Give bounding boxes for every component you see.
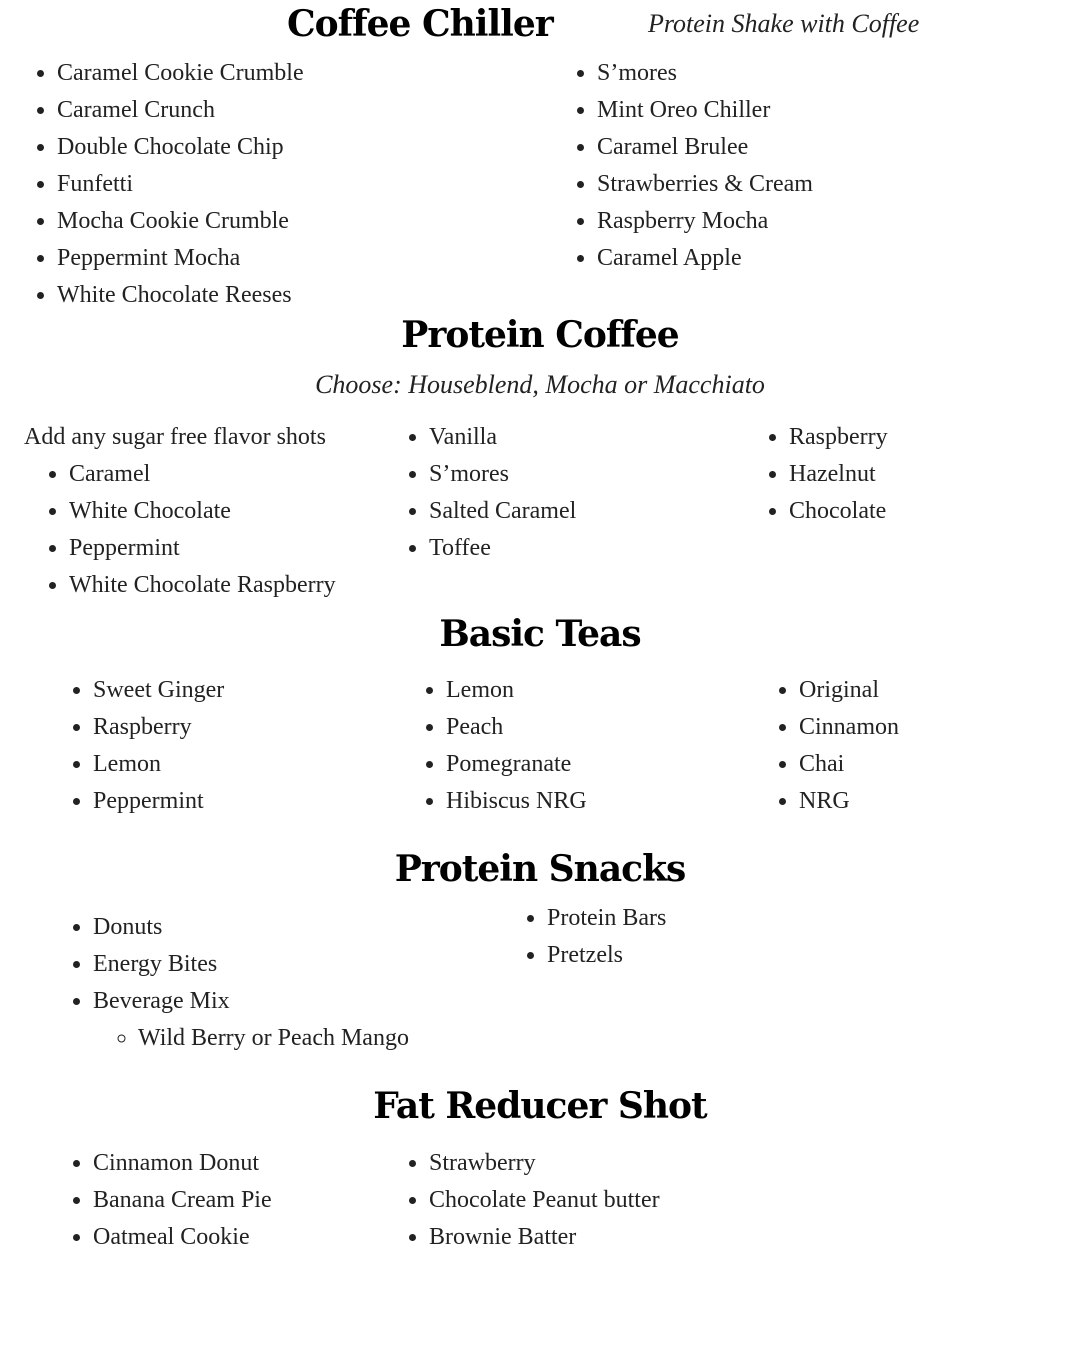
list-item: • Toffee [429, 530, 576, 567]
list-item: • Energy Bites [93, 946, 409, 983]
list-item: • Strawberry [429, 1145, 660, 1182]
fat-reducer-title: Fat Reducer Shot [373, 1085, 707, 1127]
protein-coffee-intro: Add any sugar free flavor shots [24, 424, 326, 450]
basic-teas-list-1 [93, 672, 224, 820]
list-item: • Mint Oreo Chiller [597, 92, 813, 129]
list-item: • Sweet Ginger [93, 672, 224, 709]
basic-teas-title: Basic Teas [439, 613, 641, 655]
coffee-chiller-title: Coffee Chiller [287, 3, 553, 45]
basic-teas-list-3 [799, 672, 899, 820]
coffee-chiller-list-right [597, 55, 813, 277]
list-item: • Cinnamon Donut [93, 1145, 272, 1182]
protein-coffee-list-1 [69, 456, 336, 604]
list-item: • Donuts [93, 909, 409, 946]
list-item: • Oatmeal Cookie [93, 1219, 272, 1256]
list-item: • Raspberry Mocha [597, 203, 813, 240]
list-item: • White Chocolate [69, 493, 336, 530]
protein-coffee-list-2 [429, 419, 576, 567]
list-item: • Salted Caramel [429, 493, 576, 530]
list-item: • Caramel Crunch [57, 92, 304, 129]
list-item: • Original [799, 672, 899, 709]
list-item: • Hazelnut [789, 456, 888, 493]
coffee-chiller-list-left [57, 55, 304, 314]
protein-coffee-list-3 [789, 419, 888, 530]
list-item: • Banana Cream Pie [93, 1182, 272, 1219]
list-item-label: Beverage Mix [93, 988, 230, 1014]
list-item: • Lemon [446, 672, 587, 709]
list-item: • Vanilla [429, 419, 576, 456]
list-item: • Caramel Brulee [597, 129, 813, 166]
list-item: • NRG [799, 783, 899, 820]
list-item: • Raspberry [93, 709, 224, 746]
list-item: • Peppermint [93, 783, 224, 820]
basic-teas-list-2 [446, 672, 587, 820]
protein-snacks-list-left [93, 909, 409, 1057]
list-item: • Hibiscus NRG [446, 783, 587, 820]
list-item: • Lemon [93, 746, 224, 783]
list-item: • Double Chocolate Chip [57, 129, 304, 166]
list-item: • Chocolate [789, 493, 888, 530]
list-item: • Peach [446, 709, 587, 746]
list-item: • Strawberries & Cream [597, 166, 813, 203]
list-item: • Chocolate Peanut butter [429, 1182, 660, 1219]
fat-reducer-list-left [93, 1145, 272, 1256]
list-item: • Brownie Batter [429, 1219, 660, 1256]
list-item: • White Chocolate Reeses [57, 277, 304, 314]
protein-snacks-title: Protein Snacks [394, 848, 686, 890]
list-item: • Peppermint Mocha [57, 240, 304, 277]
list-item: • S’mores [429, 456, 576, 493]
list-item: • Caramel Apple [597, 240, 813, 277]
protein-coffee-subtitle: Choose: Houseblend, Mocha or Macchiato [315, 370, 765, 399]
protein-coffee-title: Protein Coffee [401, 314, 679, 356]
list-item [93, 983, 409, 1057]
list-item: • Raspberry [789, 419, 888, 456]
fat-reducer-list-right [429, 1145, 660, 1256]
list-item: • Caramel Cookie Crumble [57, 55, 304, 92]
list-item: • Pomegranate [446, 746, 587, 783]
list-item: • Mocha Cookie Crumble [57, 203, 304, 240]
list-item: • White Chocolate Raspberry [69, 567, 336, 604]
list-item: • Caramel [69, 456, 336, 493]
list-item: • Chai [799, 746, 899, 783]
list-item: • Pretzels [547, 937, 666, 974]
protein-snacks-list-right [547, 900, 666, 974]
list-item: • Peppermint [69, 530, 336, 567]
list-item: • Cinnamon [799, 709, 899, 746]
list-item: • Protein Bars [547, 900, 666, 937]
coffee-chiller-subtitle: Protein Shake with Coffee [648, 9, 920, 38]
list-item: • S’mores [597, 55, 813, 92]
list-item: ◦ Wild Berry or Peach Mango [138, 1020, 409, 1057]
list-item: • Funfetti [57, 166, 304, 203]
beverage-mix-sublist [93, 1020, 409, 1057]
